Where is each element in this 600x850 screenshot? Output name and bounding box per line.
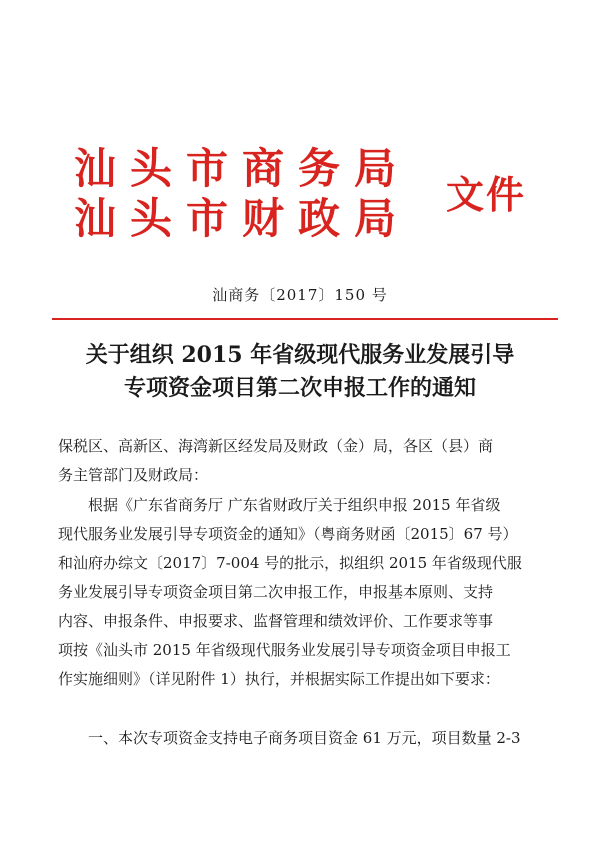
paragraph-line: 和汕府办综文〔2017〕7-004 号的批示，拟组织 2015 年省级现代服 (58, 554, 522, 572)
recipients (58, 432, 558, 490)
item-1 (58, 724, 558, 753)
red-divider (52, 318, 558, 320)
recipients-line: 务主管部门及财政局： (58, 466, 209, 484)
recipients-line: 保税区、高新区、海湾新区经发局及财政（金）局，各区（县）商 (58, 437, 494, 455)
issuer-line-2: 汕头市财政局 (74, 194, 411, 243)
document-number: 汕商务〔2017〕150 号 (212, 286, 388, 304)
paragraph-line: 项按《汕头市 2015 年省级现代服务业发展引导专项资金项目申报工 (58, 641, 511, 659)
title-line-1: 关于组织 2015 年省级现代服务业发展引导 (85, 342, 515, 368)
item-line: 一、本次专项资金支持电子商务项目资金 61 万元，项目数量 2-3 (88, 729, 521, 747)
paragraph-line: 根据《广东省商务厅 广东省财政厅关于组织申报 2015 年省级 (88, 496, 501, 514)
paragraph-1 (58, 491, 558, 694)
title-line-2: 专项资金项目第二次申报工作的通知 (123, 375, 476, 401)
issuer-line-1: 汕头市商务局 (74, 144, 411, 193)
paragraph-line: 内容、申报条件、申报要求、监督管理和绩效评价、工作要求等事 (58, 612, 494, 630)
paragraph-line: 作实施细则》（详见附件 1）执行，并根据实际工作提出如下要求： (58, 670, 500, 688)
document-kind: 文件 (446, 172, 527, 217)
paragraph-line: 务业发展引导专项资金项目第二次申报工作，申报基本原则、支持 (58, 583, 494, 601)
paragraph-line: 现代服务业发展引导专项资金的通知》（粤商务财函〔2015〕67 号） (58, 525, 518, 543)
